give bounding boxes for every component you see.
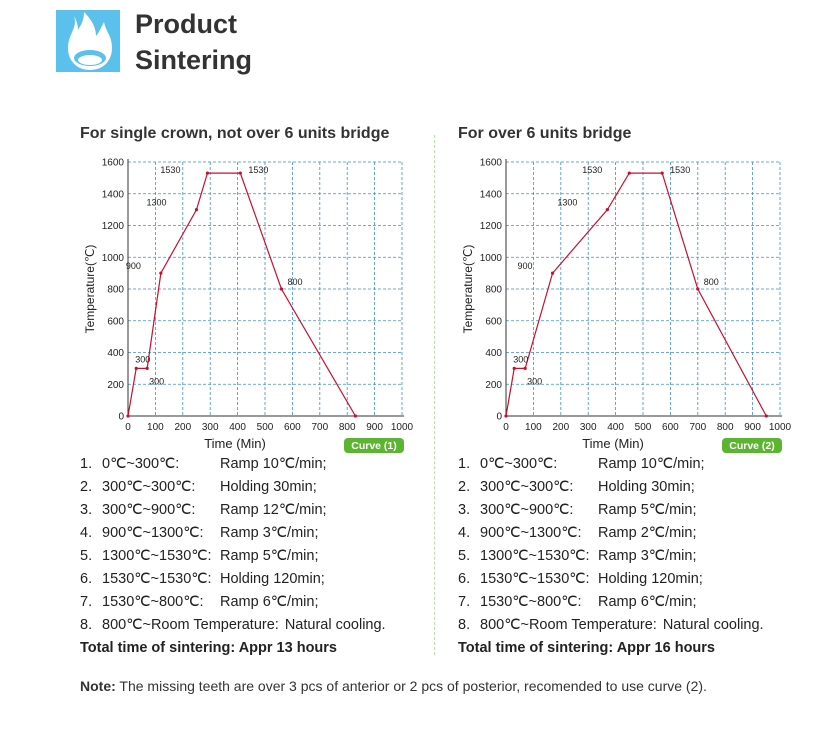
step-number: 1. <box>458 456 471 472</box>
step-number: 1. <box>80 456 93 472</box>
step-action: Ramp 12℃/min; <box>220 502 327 518</box>
step-range: 0℃~300℃: <box>102 456 180 472</box>
sintering-curve-line <box>506 173 766 416</box>
x-tick-label: 500 <box>634 422 652 433</box>
x-tick-label: 900 <box>366 422 383 433</box>
x-tick-label: 300 <box>201 422 219 433</box>
step-action: Ramp 2℃/min; <box>598 525 697 541</box>
note-label: Note: <box>80 678 116 694</box>
step-item <box>80 476 386 499</box>
step-action: Ramp 6℃/min; <box>598 594 697 610</box>
step-action: Ramp 5℃/min; <box>598 502 697 518</box>
y-tick-label: 1200 <box>479 221 502 232</box>
x-tick-label: 400 <box>607 422 624 433</box>
x-tick-label: 200 <box>174 422 192 433</box>
y-tick-label: 200 <box>485 379 502 391</box>
data-label: 800 <box>703 277 719 287</box>
data-point <box>206 172 209 175</box>
y-tick-label: 400 <box>485 348 502 359</box>
x-tick-label: 800 <box>338 422 356 433</box>
step-item <box>458 499 764 522</box>
x-tick-label: 800 <box>716 422 734 433</box>
data-point <box>159 272 162 275</box>
sintering-chart-2 <box>458 147 803 457</box>
step-range: 1530℃~1530℃: <box>480 571 590 587</box>
x-tick-label: 100 <box>147 422 164 433</box>
data-point <box>354 414 357 417</box>
data-label: 900 <box>517 261 533 272</box>
page-title <box>135 6 252 78</box>
y-tick-label: 400 <box>107 348 124 359</box>
step-range: 300℃~900℃: <box>480 502 574 518</box>
data-point <box>765 414 768 417</box>
step-item <box>80 568 386 591</box>
step-action: Natural cooling. <box>662 617 764 633</box>
header-badge <box>56 10 120 72</box>
chart-title: For over 6 units bridge <box>458 125 632 142</box>
chart-panel-2 <box>458 125 818 462</box>
x-tick-label: 500 <box>256 422 274 433</box>
data-label: 1530 <box>160 165 181 176</box>
y-tick-label: 1600 <box>479 157 502 169</box>
step-action: Ramp 5℃/min; <box>220 548 319 564</box>
flame-icon <box>56 10 120 72</box>
step-item <box>458 545 764 568</box>
step-item <box>80 614 386 637</box>
step-number: 6. <box>458 571 471 587</box>
data-point <box>146 367 149 370</box>
data-label: 300 <box>513 354 529 365</box>
y-tick-label: 0 <box>496 411 502 423</box>
data-label: 1530 <box>670 165 691 176</box>
step-number: 6. <box>80 571 93 587</box>
step-item <box>458 522 764 545</box>
y-tick-label: 800 <box>485 284 502 296</box>
step-item <box>458 568 764 591</box>
y-tick-label: 600 <box>107 316 124 328</box>
data-point <box>606 208 609 211</box>
step-number: 2. <box>458 479 471 495</box>
step-item <box>458 614 764 637</box>
data-label: 300 <box>149 376 165 387</box>
step-number: 5. <box>80 548 93 564</box>
step-action: Holding 30min; <box>598 479 695 495</box>
x-tick-label: 900 <box>744 422 761 433</box>
x-tick-label: 300 <box>579 422 597 433</box>
data-label: 1530 <box>248 165 269 176</box>
data-label: 1300 <box>146 197 167 208</box>
data-point <box>239 172 242 175</box>
x-tick-label: 0 <box>503 422 509 433</box>
steps-list-1 <box>80 453 386 637</box>
y-tick-label: 0 <box>118 411 124 423</box>
note <box>80 678 707 694</box>
step-range: 1530℃~1530℃: <box>102 571 212 587</box>
title-line-2: Sintering <box>135 45 253 75</box>
steps-list-2 <box>458 453 764 637</box>
step-item <box>80 522 386 545</box>
data-point <box>696 287 699 290</box>
data-label: 300 <box>135 354 151 365</box>
step-range: 300℃~300℃: <box>480 479 574 495</box>
y-tick-label: 1000 <box>101 252 124 264</box>
step-number: 5. <box>458 548 471 564</box>
step-number: 7. <box>80 594 93 610</box>
step-number: 2. <box>80 479 93 495</box>
y-tick-label: 200 <box>107 379 124 391</box>
step-action: Ramp 10℃/min; <box>598 456 705 472</box>
step-action: Natural cooling. <box>284 617 386 633</box>
y-tick-label: 600 <box>485 316 502 328</box>
step-range: 300℃~300℃: <box>102 479 196 495</box>
data-point <box>551 272 554 275</box>
x-axis-label: Time (Min) <box>582 436 644 451</box>
step-number: 8. <box>80 617 93 633</box>
data-point <box>513 367 516 370</box>
data-label: 800 <box>287 277 303 287</box>
step-number: 3. <box>458 502 471 518</box>
y-tick-label: 800 <box>107 284 124 296</box>
step-range: 1530℃~800℃: <box>480 594 582 610</box>
x-axis-label: Time (Min) <box>204 436 266 451</box>
step-action: Ramp 3℃/min; <box>598 548 697 564</box>
curve-badge-label: Curve (2) <box>729 440 775 452</box>
step-action: Ramp 6℃/min; <box>220 594 319 610</box>
note-text: The missing teeth are over 3 pcs of anterior or 2 pcs of posterior, recomended to use curve (2). <box>119 678 707 694</box>
data-point <box>195 208 198 211</box>
y-axis-label: Temperature(℃) <box>83 244 97 334</box>
title-line-1: Product <box>135 9 238 39</box>
chart-title: For single crown, not over 6 units bridge <box>80 125 390 142</box>
step-item <box>80 591 386 614</box>
y-tick-label: 1400 <box>479 189 502 201</box>
total-time-2: Total time of sintering: Appr 16 hours <box>458 640 715 656</box>
step-number: 7. <box>458 594 471 610</box>
data-label: 300 <box>527 376 543 387</box>
data-label: 1300 <box>557 197 578 208</box>
step-item <box>80 453 386 476</box>
y-tick-label: 1400 <box>101 189 124 201</box>
step-action: Ramp 10℃/min; <box>220 456 327 472</box>
step-range: 800℃~Room Temperature: <box>480 617 657 633</box>
step-item <box>458 591 764 614</box>
step-range: 800℃~Room Temperature: <box>102 617 279 633</box>
y-tick-label: 1000 <box>479 252 502 264</box>
panel-divider <box>434 135 435 655</box>
data-point <box>135 367 138 370</box>
data-label: 1530 <box>582 165 603 176</box>
data-point <box>628 172 631 175</box>
sintering-chart-1 <box>80 147 425 457</box>
step-range: 900℃~1300℃: <box>480 525 582 541</box>
data-point <box>524 367 527 370</box>
step-action: Holding 120min; <box>598 571 703 587</box>
x-tick-label: 600 <box>662 422 679 433</box>
y-tick-label: 1600 <box>101 157 124 169</box>
x-tick-label: 1000 <box>768 422 792 433</box>
x-tick-label: 700 <box>689 422 707 433</box>
x-tick-label: 600 <box>284 422 301 433</box>
chart-panel-1 <box>80 125 440 462</box>
data-point <box>126 414 129 417</box>
step-item <box>80 499 386 522</box>
step-action: Holding 30min; <box>220 479 317 495</box>
step-number: 4. <box>80 525 93 541</box>
x-tick-label: 100 <box>525 422 542 433</box>
x-tick-label: 1000 <box>390 422 414 433</box>
step-range: 0℃~300℃: <box>480 456 558 472</box>
step-range: 1530℃~800℃: <box>102 594 204 610</box>
data-label: 900 <box>125 261 141 272</box>
total-time-1: Total time of sintering: Appr 13 hours <box>80 640 337 656</box>
step-range: 900℃~1300℃: <box>102 525 204 541</box>
y-tick-label: 1200 <box>101 221 124 232</box>
step-number: 3. <box>80 502 93 518</box>
step-item <box>458 453 764 476</box>
data-point <box>280 287 283 290</box>
step-number: 8. <box>458 617 471 633</box>
step-number: 4. <box>458 525 471 541</box>
x-tick-label: 200 <box>552 422 570 433</box>
data-point <box>504 414 507 417</box>
y-axis-label: Temperature(℃) <box>461 244 475 334</box>
x-tick-label: 700 <box>311 422 329 433</box>
step-item <box>80 545 386 568</box>
curve-badge-label: Curve (1) <box>351 440 397 452</box>
step-item <box>458 476 764 499</box>
data-point <box>661 172 664 175</box>
step-range: 1300℃~1530℃: <box>480 548 590 564</box>
step-action: Holding 120min; <box>220 571 325 587</box>
step-range: 1300℃~1530℃: <box>102 548 212 564</box>
x-tick-label: 0 <box>125 422 131 433</box>
step-range: 300℃~900℃: <box>102 502 196 518</box>
step-action: Ramp 3℃/min; <box>220 525 319 541</box>
x-tick-label: 400 <box>229 422 246 433</box>
